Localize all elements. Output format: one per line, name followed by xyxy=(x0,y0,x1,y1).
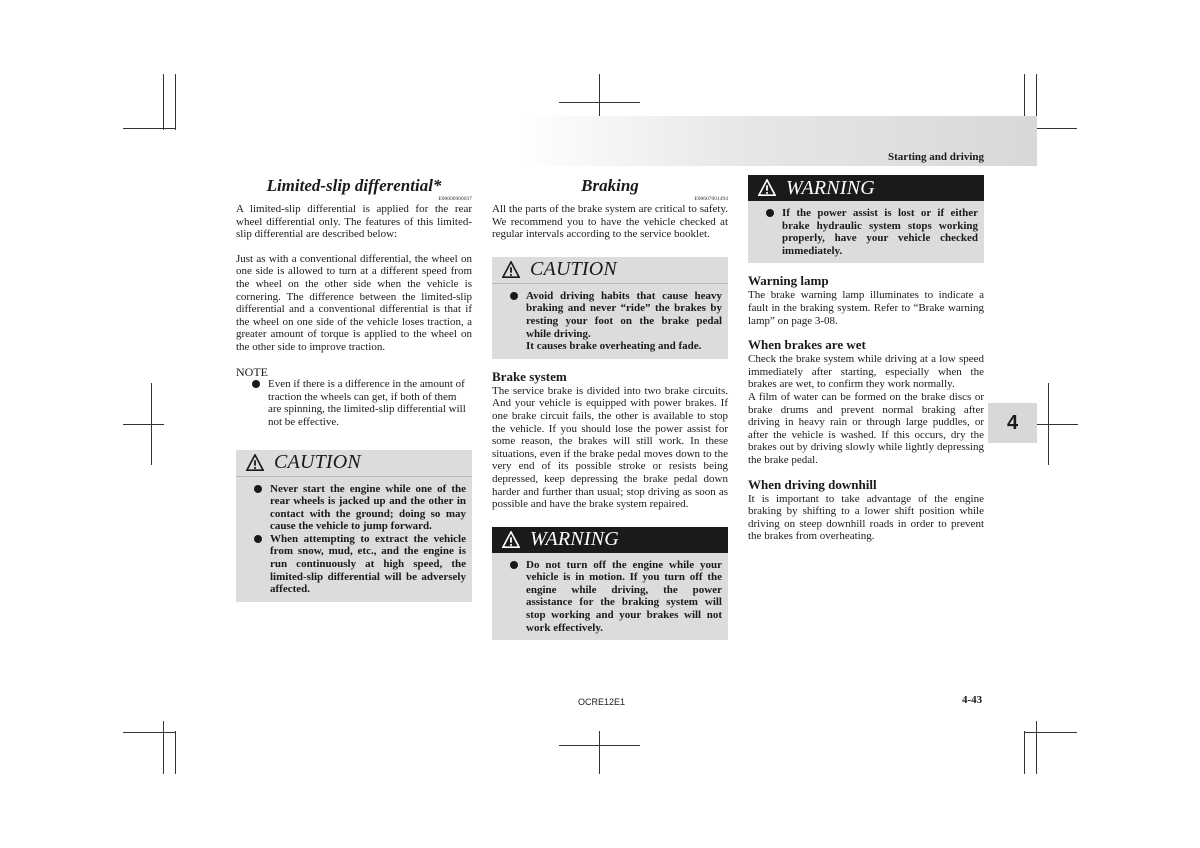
column-left xyxy=(236,176,472,602)
bullet-icon xyxy=(254,535,262,543)
paragraph: A limited-slip differential is applied for the rear wheel differential only. The features of this limited-slip differential are described below: xyxy=(236,203,472,241)
paragraph: Just as with a conventional differential, the wheel on one side is allowed to turn at a different speed from the wheel on the other side when the vehicle is cornering. The difference between the limited-slip differential and a conventional differential is that if the wheel on one side of the vehicle loses traction, a greater amount of torque is applied to the wheel on the other side to improve traction. xyxy=(236,252,472,353)
list-item: Avoid driving habits that cause heavy braking and never “ride” the brakes by resting your foot on the brake pedal while driving. xyxy=(498,290,722,340)
caution-box xyxy=(236,450,472,602)
paragraph: A film of water can be formed on the brake discs or brake drums and prevent normal braking after driving in heavy rain or through large puddles, or after the vehicle is washed. If this occurs, dry the brakes out by driving slowly while lightly depressing the brake pedal. xyxy=(748,390,984,466)
warning-box xyxy=(748,175,984,263)
heading-warning-lamp: Warning lamp xyxy=(748,273,829,289)
note-label: NOTE xyxy=(236,364,268,379)
paragraph: Check the brake system while driving at a low speed immediately after starting, especially when the brakes are wet, to confirm they work normally. xyxy=(748,353,984,391)
caution-continuation: It causes brake overheating and fade. xyxy=(526,340,702,353)
page-number: 4-43 xyxy=(962,694,983,706)
bullet-icon xyxy=(252,380,260,388)
list-item: Do not turn off the engine while your vehicle is in motion. If you turn off the engine while driving, the power assistance for the braking system will stop working and your brakes will not work effectively. xyxy=(498,559,722,635)
warning-triangle-icon xyxy=(758,179,776,197)
bullet-icon xyxy=(766,209,774,217)
warning-triangle-icon xyxy=(502,531,520,549)
paragraph: The brake warning lamp illuminates to indicate a fault in the braking system. Refer to “Brake warning lamp” on page 3-08. xyxy=(748,289,984,327)
caution-box xyxy=(492,257,728,359)
warning-body xyxy=(492,553,728,641)
column-right xyxy=(748,175,984,543)
note-item: Even if there is a difference in the amount of traction the wheels can get, if both of them are spinning, the limited-slip differential will not be effective. xyxy=(236,378,472,428)
bullet-icon xyxy=(510,292,518,300)
list-item: When attempting to extract the vehicle from snow, mud, etc., and the engine is run continuously at high speed, the limited-slip differential will be adversely affected. xyxy=(242,533,466,596)
section-code: E00606900037 xyxy=(438,196,472,202)
warning-box xyxy=(492,527,728,641)
section-title-braking: Braking xyxy=(581,176,639,195)
warning-header: WARNING xyxy=(492,527,728,553)
bullet-icon xyxy=(254,485,262,493)
list-item: Never start the engine while one of the rear wheels is jacked up and the other in contact with the ground; doing so may cause the vehicle to jump forward. xyxy=(242,483,466,533)
list-item: If the power assist is lost or if either brake hydraulic system stops working properly, have your vehicle checked immediately. xyxy=(754,207,978,257)
caution-header: CAUTION xyxy=(236,450,472,477)
caution-header: CAUTION xyxy=(492,257,728,284)
caution-body xyxy=(492,284,728,359)
warning-triangle-icon xyxy=(502,261,520,279)
warning-body xyxy=(748,201,984,263)
column-middle xyxy=(492,176,728,640)
document-code: OCRE12E1 xyxy=(578,697,626,707)
warning-header: WARNING xyxy=(748,175,984,201)
section-header: Starting and driving xyxy=(888,151,984,163)
paragraph: The service brake is divided into two brake circuits. And your vehicle is equipped with power brakes. If one brake circuit fails, the other is available to stop the vehicle. If you should lose the power assist for some reason, the brakes will still work. In these situations, even if the brake pedal moves down to the very end of its possible stroke or resists being depressed, keep depressing the brake pedal down harder and further than usual; stop driving as soon as possible and have the brake system repaired. xyxy=(492,384,728,511)
heading-driving-downhill: When driving downhill xyxy=(748,476,877,492)
paragraph: All the parts of the brake system are critical to safety. We recommend you to have the vehicle checked at regular intervals according to the service booklet. xyxy=(492,203,728,241)
heading-brake-system: Brake system xyxy=(492,368,567,384)
caution-body xyxy=(236,477,472,602)
heading-brakes-wet: When brakes are wet xyxy=(748,337,866,353)
warning-triangle-icon xyxy=(246,454,264,472)
section-title-limited-slip: Limited-slip differential* xyxy=(266,176,442,195)
bullet-icon xyxy=(510,561,518,569)
section-code: E00607001494 xyxy=(694,196,728,202)
chapter-tab: 4 xyxy=(988,403,1037,443)
paragraph: It is important to take advantage of the engine braking by shifting to a lower shift position while driving on steep downhill roads in order to prevent the brakes from overheating. xyxy=(748,492,984,543)
